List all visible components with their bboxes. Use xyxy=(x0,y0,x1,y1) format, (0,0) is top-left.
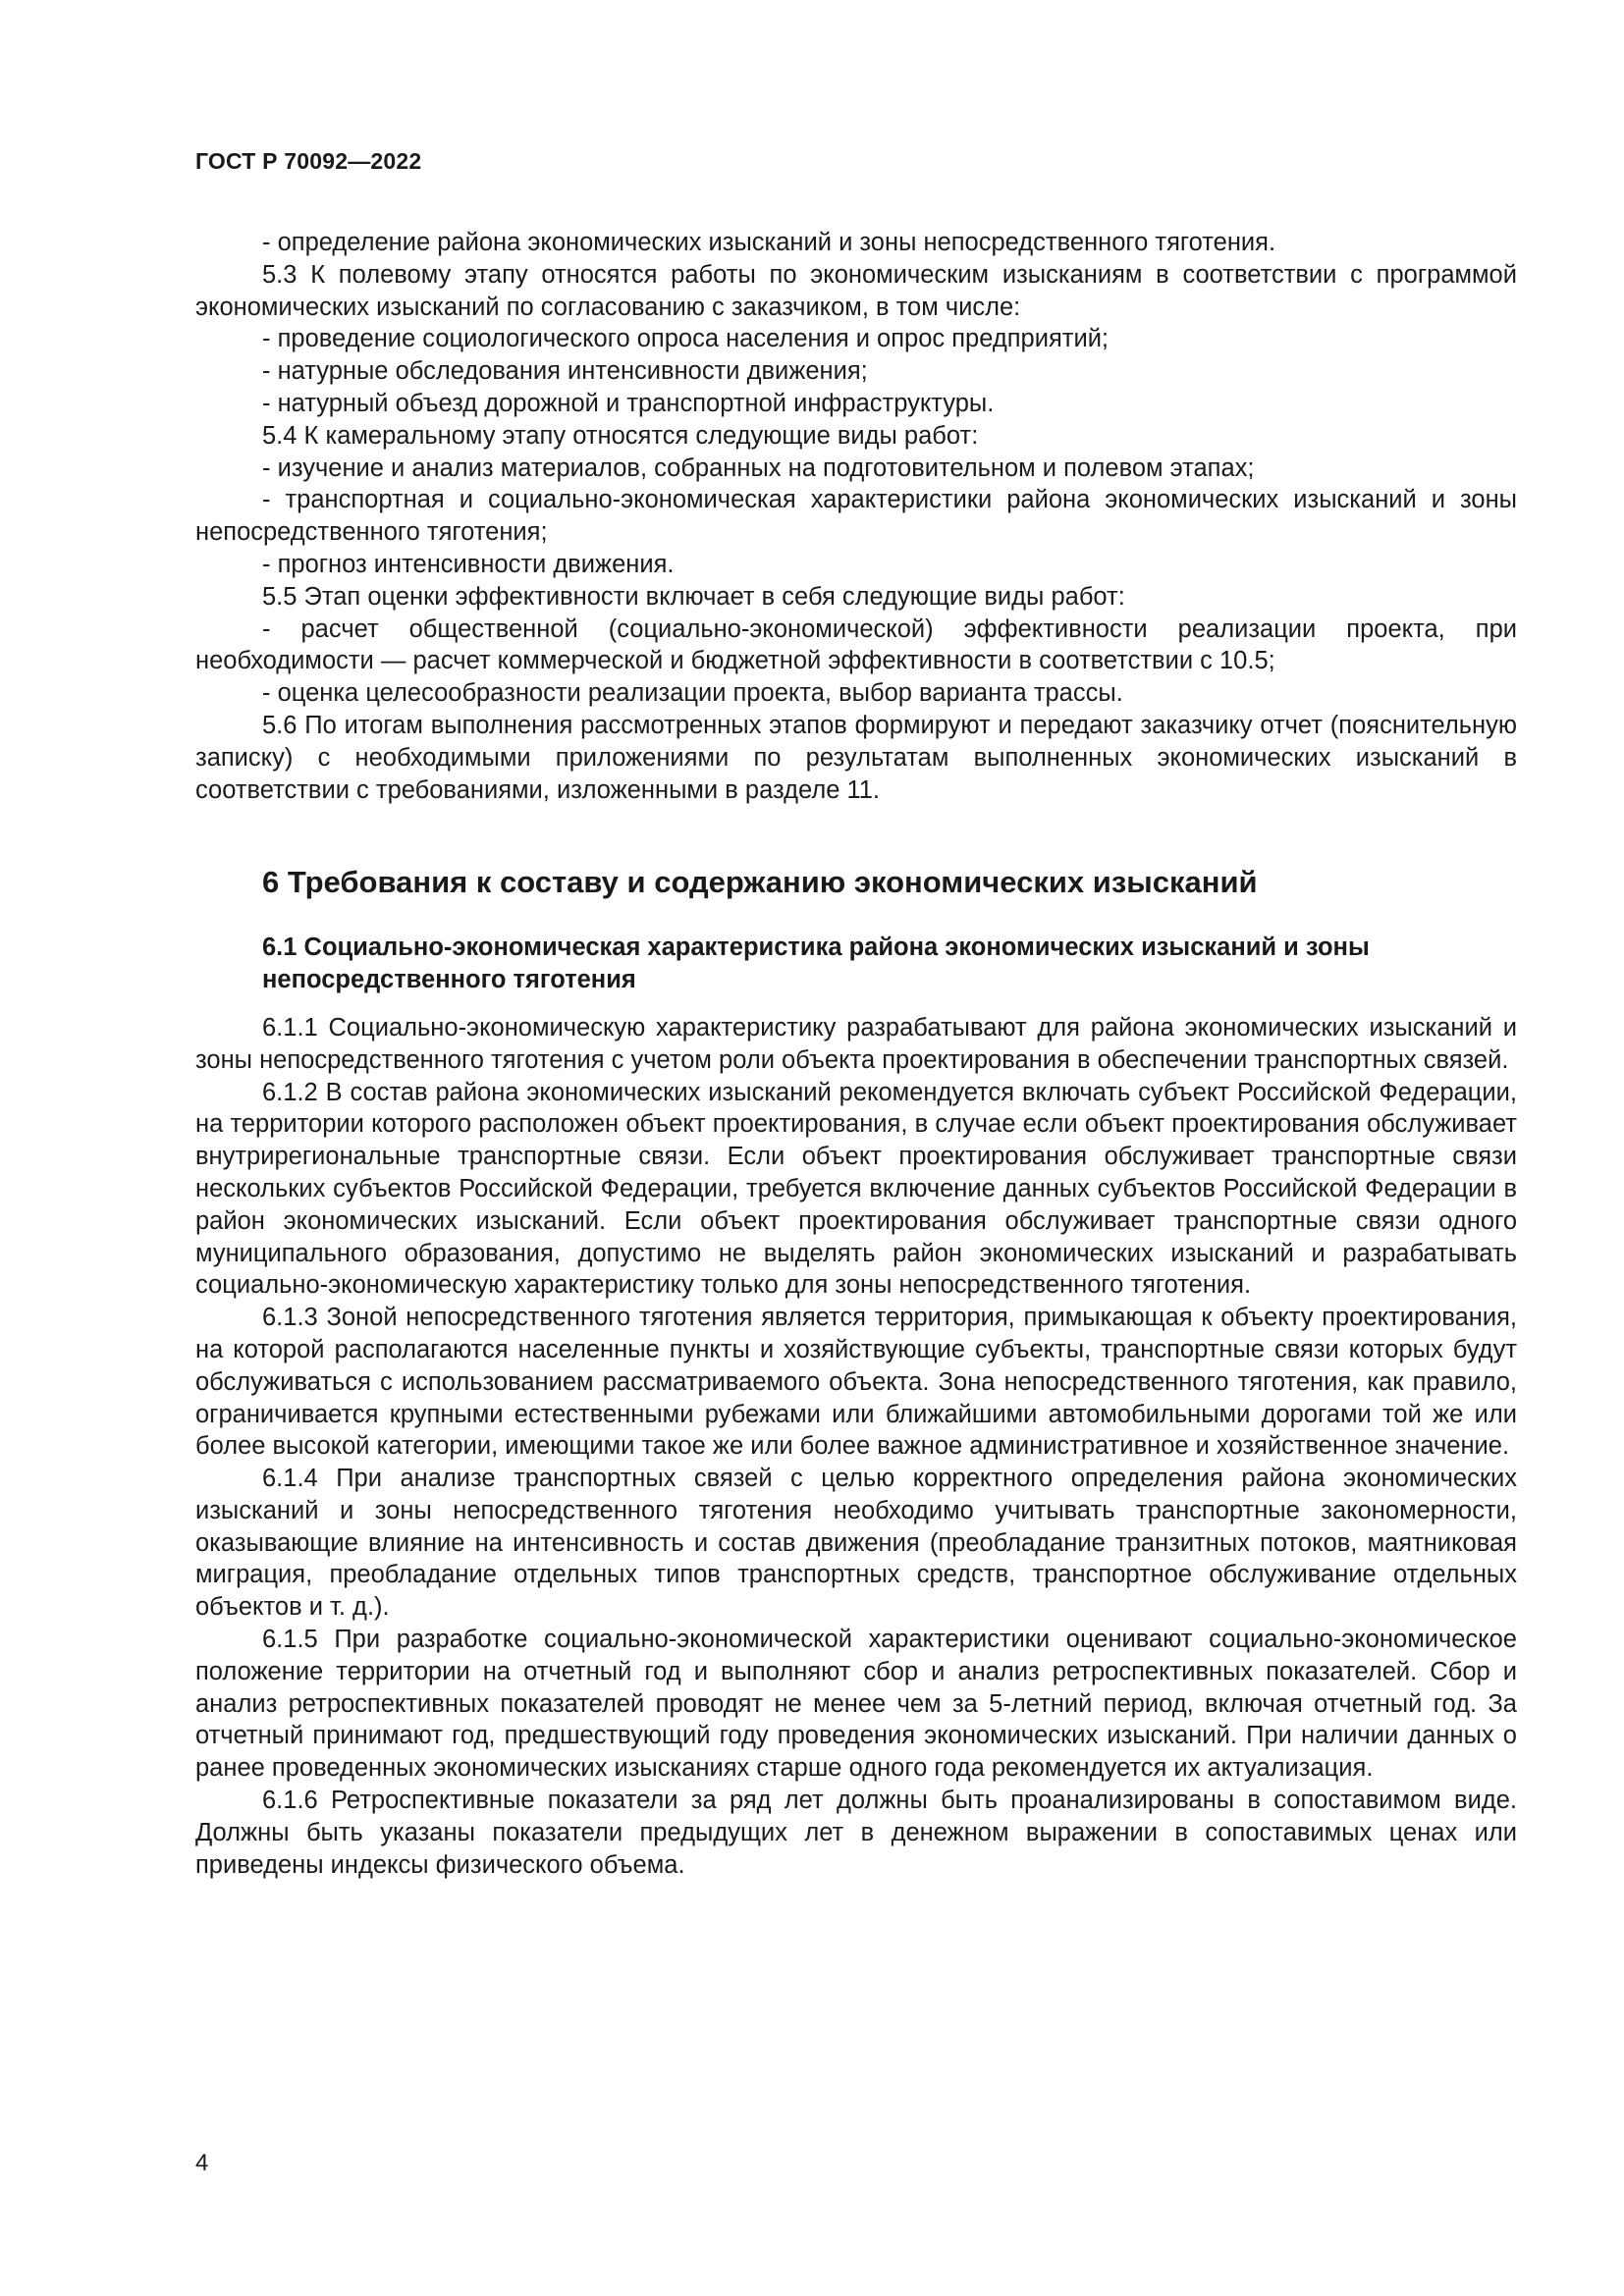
paragraph: 5.4 К камеральному этапу относятся следующие виды работ: xyxy=(262,421,979,450)
paragraph: 6.1.3 Зоной непосредственного тяготения является территория, примыкающая к объекту проектирования, на которой располагаются населенные пункты и хозяйствующие субъекты, транспортные связи которых будут обслуживаться с использованием рассматриваемого объекта. Зона непосредственного тяготения, как правило, ограничивается крупными естественными рубежами или ближайшими автомобильными дорогами той же или более высокой категории, имеющими такое же или более важное административное и хозяйственное значение. xyxy=(195,1304,1517,1461)
paragraph: - оценка целесообразности реализации проекта, выбор варианта трассы. xyxy=(262,679,1123,708)
paragraph: 6.1.2 В состав района экономических изысканий рекомендуется включать субъект Российской Федерации, на территории которого расположен объект проектирования, в случае если объект проектирования обслуживает внутрирегиональные транспортные связи. Если объект проектирования обслуживает транспортные связи нескольких субъектов Российской Федерации, требуется включение данных субъектов Российской Федерации в район экономических изысканий. Если объект проектирования обслуживает транспортные связи одного муниципального образования, допустимо не выделять район экономических изысканий и разрабатывать социально-экономическую характеристику только для зоны непосредственного тяготения. xyxy=(195,1078,1517,1300)
paragraph: - определение района экономических изысканий и зоны непосредственного тяготения. xyxy=(262,229,1276,256)
paragraph: - натурный объезд дорожной и транспортной инфраструктуры. xyxy=(262,389,995,417)
page-number: 4 xyxy=(195,2150,209,2176)
paragraph: - натурные обследования интенсивности движения; xyxy=(262,357,868,386)
document-code-header: ГОСТ Р 70092—2022 xyxy=(195,148,422,174)
paragraph: 6.1.4 При анализе транспортных связей с целью корректного определения района экономических изысканий и зоны непосредственного тяготения необходимо учитывать транспортные закономерности, оказывающие влияние на интенсивность и состав движения (преобладание транзитных потоков, маятниковая миграция, преобладание отдельных типов транспортных средств, транспортное обслуживание отдельных объектов и т. д.). xyxy=(195,1465,1517,1622)
paragraph: 5.3 К полевому этапу относятся работы по экономическим изысканиям в соответствии с программой экономических изысканий по согласованию с заказчиком, в том числе: xyxy=(195,260,1517,321)
paragraph: - изучение и анализ материалов, собранных на подготовительном и полевом этапах; xyxy=(262,454,1255,482)
paragraph: - прогноз интенсивности движения. xyxy=(262,550,675,578)
paragraph: 6.1.6 Ретроспективные показатели за ряд лет должны быть проанализированы в сопоставимом виде. Должны быть указаны показатели предыдущих лет в денежном выражении в сопоставимых ценах или приведены индексы физического объема. xyxy=(195,1787,1517,1879)
paragraph: - расчет общественной (социально-экономической) эффективности реализации проекта, при необходимости — расчет коммерческой и бюджетной эффективности в соответствии с 10.5; xyxy=(195,614,1517,675)
paragraph: 6.1.1 Социально-экономическую характеристику разрабатывают для района экономических изысканий и зоны непосредственного тяготения с учетом роли объекта проектирования в обеспечении транспортных связей. xyxy=(195,1013,1517,1074)
paragraph: - транспортная и социально-экономическая характеристики района экономических изысканий и зоны непосредственного тяготения; xyxy=(195,486,1517,547)
paragraph: 5.5 Этап оценки эффективности включает в себя следующие виды работ: xyxy=(262,582,1125,611)
subsection-heading: 6.1 Социально-экономическая характеристика района экономических изысканий и зоны непосредственного тяготения xyxy=(262,934,1370,994)
paragraph: - проведение социологического опроса населения и опрос предприятий; xyxy=(262,325,1110,353)
section-heading: 6 Требования к составу и содержанию экономических изысканий xyxy=(262,865,1258,900)
page-body xyxy=(195,227,1517,1881)
paragraph: 6.1.5 При разработке социально-экономической характеристики оценивают социально-экономическое положение территории на отчетный год и выполняют сбор и анализ ретроспективных показателей. Сбор и анализ ретроспективных показателей проводят не менее чем за 5-летний период, включая отчетный год. За отчетный принимают год, предшествующий году проведения экономических изысканий. При наличии данных о ранее проведенных экономических изысканиях старше одного года рекомендуется их актуализация. xyxy=(195,1626,1517,1783)
paragraph: 5.6 По итогам выполнения рассмотренных этапов формируют и передают заказчику отчет (пояснительную записку) с необходимыми приложениями по результатам выполненных экономических изысканий в соответствии с требованиями, изложенными в разделе 11. xyxy=(195,711,1517,804)
